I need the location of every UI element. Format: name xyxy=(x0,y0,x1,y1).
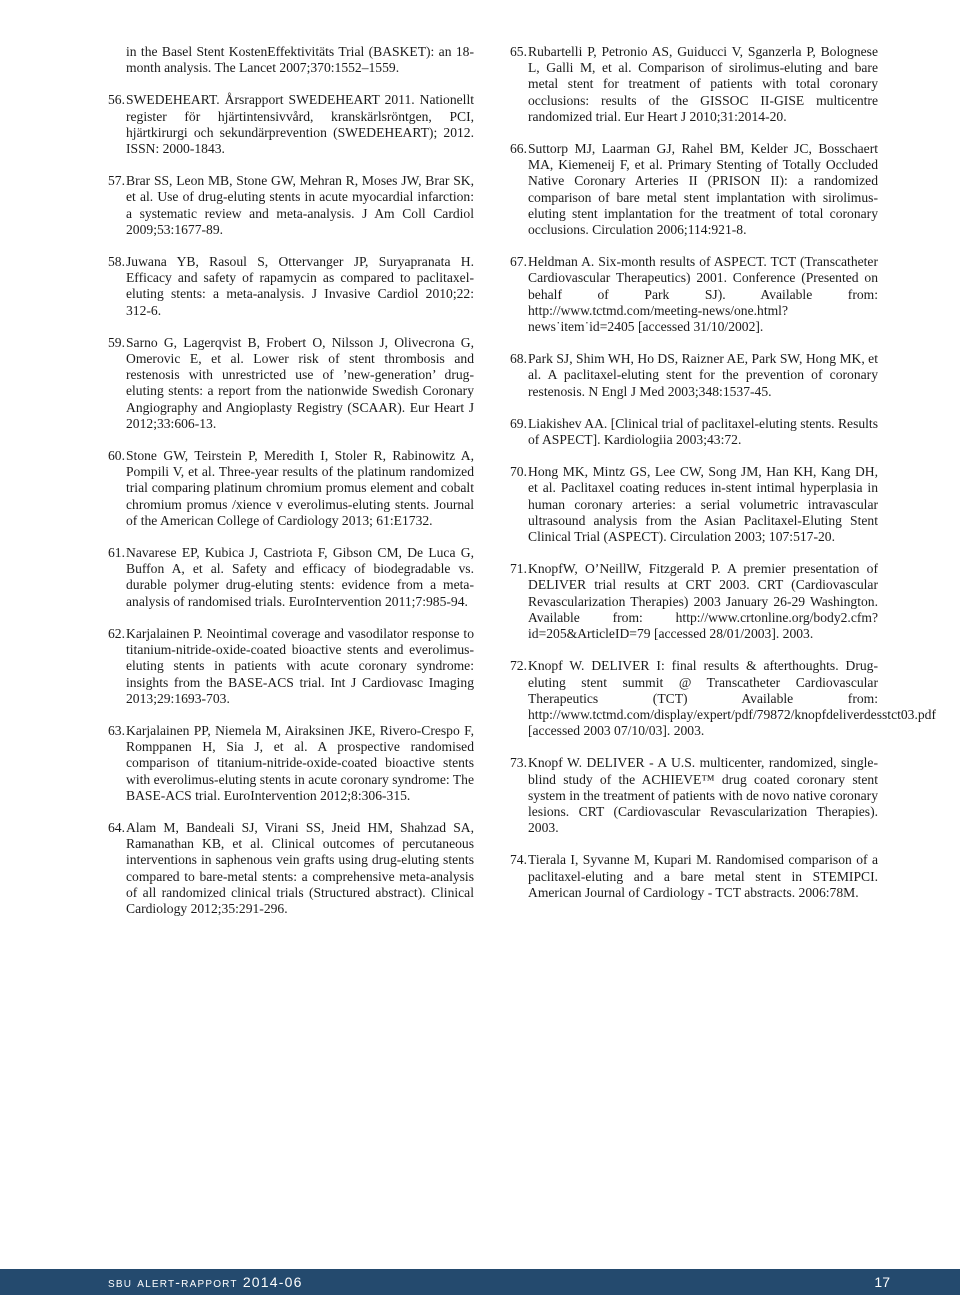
report-label: sbu alert-rapport 2014-06 xyxy=(108,1274,303,1290)
right-reference-list xyxy=(510,44,936,901)
reference-number: 67. xyxy=(510,254,527,270)
reference-number: 60. xyxy=(108,448,125,464)
reference-number: 56. xyxy=(108,92,125,108)
reference-item xyxy=(108,92,474,157)
reference-text: Hong MK, Mintz GS, Lee CW, Song JM, Han KH, Kang DH, et al. Paclitaxel coating reduces in-stent intimal hyperplasia in human coronary arteries: a serial volumetric intravascular ultrasound analysis from the Asian Paclitaxel-Eluting Stent Clinical Trial (ASPECT). Circulation 2003; 107:517-20. xyxy=(528,464,878,545)
reference-number: 73. xyxy=(510,755,527,771)
reference-number: 61. xyxy=(108,545,125,561)
left-column xyxy=(108,44,474,933)
reference-item xyxy=(108,723,474,804)
reference-number: 57. xyxy=(108,173,125,189)
reference-text: Knopf W. DELIVER - A U.S. multicenter, randomized, single-blind study of the ACHIEVE™ drug coated coronary stent system in the treatment of patients with de novo native coronary lesions. CRT (Cardiovascular Revascularization Therapies). 2003. xyxy=(528,755,878,836)
reference-item xyxy=(108,173,474,238)
page-number: 17 xyxy=(874,1274,890,1290)
right-column xyxy=(510,44,936,917)
reference-item xyxy=(510,464,878,545)
reference-number: 69. xyxy=(510,415,527,431)
reference-item xyxy=(108,626,474,707)
reference-item xyxy=(510,141,878,238)
reference-text: SWEDEHEART. Årsrapport SWEDEHEART 2011. Nationellt register för hjärtintensivvård, kranskärlsröntgen, PCI, hjärtkirurgi och sekundärprevention (SWEDEHEART); 2012. ISSN: 2000-1843. xyxy=(126,92,474,157)
reference-item xyxy=(108,820,474,917)
reference-text: Navarese EP, Kubica J, Castriota F, Gibson CM, De Luca G, Buffon A, et al. Safety and efficacy of biodegradable vs. durable polymer drug-eluting stents: evidence from a meta-analysis of randomised trials. EuroIntervention 2011;7:985-94. xyxy=(126,545,474,609)
reference-item xyxy=(510,561,878,642)
reference-number: 62. xyxy=(108,625,125,641)
reference-item xyxy=(108,335,474,432)
reference-number: 65. xyxy=(510,44,527,59)
reference-number: 72. xyxy=(510,658,527,674)
page-footer xyxy=(0,1269,960,1295)
reference-number: 70. xyxy=(510,464,527,480)
reference-text: Suttorp MJ, Laarman GJ, Rahel BM, Kelder JC, Bosschaert MA, Kiemeneij F, et al. Primary Stenting of Totally Occluded Native Coronary Arteries II (PRISON II): a randomized comparison of bare metal stent implantation with sirolimus-eluting stent implantation for the treatment of total coronary occlusions. Circulation 2006;114:921-8. xyxy=(528,141,878,238)
reference-text: Park SJ, Shim WH, Ho DS, Raizner AE, Park SW, Hong MK, et al. A paclitaxel-eluting stent for the prevention of coronary restenosis. N Engl J Med 2003;348:1537-45. xyxy=(528,351,878,399)
reference-number: 58. xyxy=(108,254,125,270)
reference-text: Sarno G, Lagerqvist B, Frobert O, Nilsson J, Olivecrona G, Omerovic E, et al. Lower risk of stent thrombosis and restenosis with unrestricted use of ’new-generation’ drug-eluting stents: a report from the nationwide Swedish Coronary Angiography and Angioplasty Registry (SCAAR). Eur Heart J 2012;33:606-13. xyxy=(126,334,474,431)
reference-text: Tierala I, Syvanne M, Kupari M. Randomised comparison of a paclitaxel-eluting and a bare metal stent in STEMIPCI. American Journal of Cardiology - TCT abstracts. 2006:78M. xyxy=(528,852,878,900)
reference-item xyxy=(510,755,878,836)
reference-item xyxy=(510,416,878,448)
reference-text: Brar SS, Leon MB, Stone GW, Mehran R, Moses JW, Brar SK, et al. Use of drug-eluting stents in acute myocardial infarction: a systematic review and meta-analysis. J Am Coll Cardiol 2009;53:1677-89. xyxy=(126,173,474,237)
reference-text: Rubartelli P, Petronio AS, Guiducci V, Sganzerla P, Bolognese L, Galli M, et al. Comparison of sirolimus-eluting and bare metal stent for treatment of patients with total coronary occlusions: results of the GISSOC II-GISE multicentre randomized trial. Eur Heart J 2010;31:2014-20. xyxy=(528,44,878,124)
reference-number: 71. xyxy=(510,561,527,577)
reference-number: 64. xyxy=(108,819,125,835)
reference-number: 68. xyxy=(510,351,527,367)
reference-number: 59. xyxy=(108,334,125,350)
reference-number: 74. xyxy=(510,852,527,868)
reference-text: Karjalainen PP, Niemela M, Airaksinen JKE, Rivero-Crespo F, Romppanen H, Sia J, et al. A prospective randomised comparison of titanium-nitride-oxide-coated bioactive stents with everolimus-eluting stents in acute coronary syndrome: The BASE-ACS trial. EuroIntervention 2012;8:306-315. xyxy=(126,722,474,803)
reference-text: Stone GW, Teirstein P, Meredith I, Stoler R, Rabinowitz A, Pompili V, et al. Three-year results of the platinum randomized trial comparing platinum chromium promus element and cobalt chromium promus /xience v everolimus-eluting stents. Journal of the American College of Cardiology 2013; 61:E1732. xyxy=(126,448,474,528)
reference-item xyxy=(108,448,474,529)
reference-number: 63. xyxy=(108,722,125,738)
reference-item xyxy=(510,852,878,901)
reference-text: Alam M, Bandeali SJ, Virani SS, Jneid HM, Shahzad SA, Ramanathan KB, et al. Clinical outcomes of percutaneous interventions in saphenous vein grafts using drug-eluting stents compared to bare-metal stents: a comprehensive meta-analysis of all randomized clinical trials (Structured abstract). Clinical Cardiology 2012;35:291-296. xyxy=(126,819,474,916)
reference-text: Juwana YB, Rasoul S, Ottervanger JP, Suryapranata H. Efficacy and safety of rapamycin as compared to paclitaxel-eluting stents: a meta-analysis. J Invasive Cardiol 2010;22: 312-6. xyxy=(126,254,474,318)
reference-text: Liakishev AA. [Clinical trial of paclitaxel-eluting stents. Results of ASPECT]. Kardiologiia 2003;43:72. xyxy=(528,415,878,448)
reference-number: 66. xyxy=(510,141,527,157)
left-reference-list xyxy=(108,92,474,917)
reference-item xyxy=(510,351,878,400)
reference-item xyxy=(108,254,474,319)
reference-item xyxy=(108,545,474,610)
reference-text: Knopf W. DELIVER I: final results & afterthoughts. Drug-eluting stent summit @ Transcatheter Cardiovascular Therapeutics (TCT) Available from: http://www.tctmd.com/display/expert/pdf/79872/knopfdeliverdesstct03.pdf [accessed 2003 07/10/03]. 2003. xyxy=(528,658,936,739)
reference-text: Heldman A. Six-month results of ASPECT. TCT (Transcatheter Cardiovascular Therapeutics) 2001. Conference (Presented on behalf of Park SJ). Available from: http://www.tctmd.com/meeting-news/one.html?news˙item˙id=2405 [accessed 31/10/2002]. xyxy=(528,254,878,335)
continued-reference-text: in the Basel Stent KostenEffektivitäts Trial (BASKET): an 18-month analysis. The Lancet 2007;370:1552–1559. xyxy=(126,44,474,76)
reference-text: Karjalainen P. Neointimal coverage and vasodilator response to titanium-nitride-oxide-coated bioactive stents and everolimus-eluting stents in patients with acute coronary syndrome: insights from the BASE-ACS trial. Int J Cardiovasc Imaging 2013;29:1693-703. xyxy=(126,625,474,706)
reference-text: KnopfW, O’NeillW, Fitzgerald P. A premier presentation of DELIVER trial results at CRT 2003. CRT (Cardiovascular Revascularization Therapies) 2003 January 26-29 Washington. Available from: http://www.crtonline.org/body2.cfm?id=205&ArticleID=79 [accessed 28/01/2003]. 2003. xyxy=(528,561,878,642)
reference-item xyxy=(510,658,936,739)
reference-item xyxy=(510,44,878,125)
reference-item xyxy=(510,254,878,335)
